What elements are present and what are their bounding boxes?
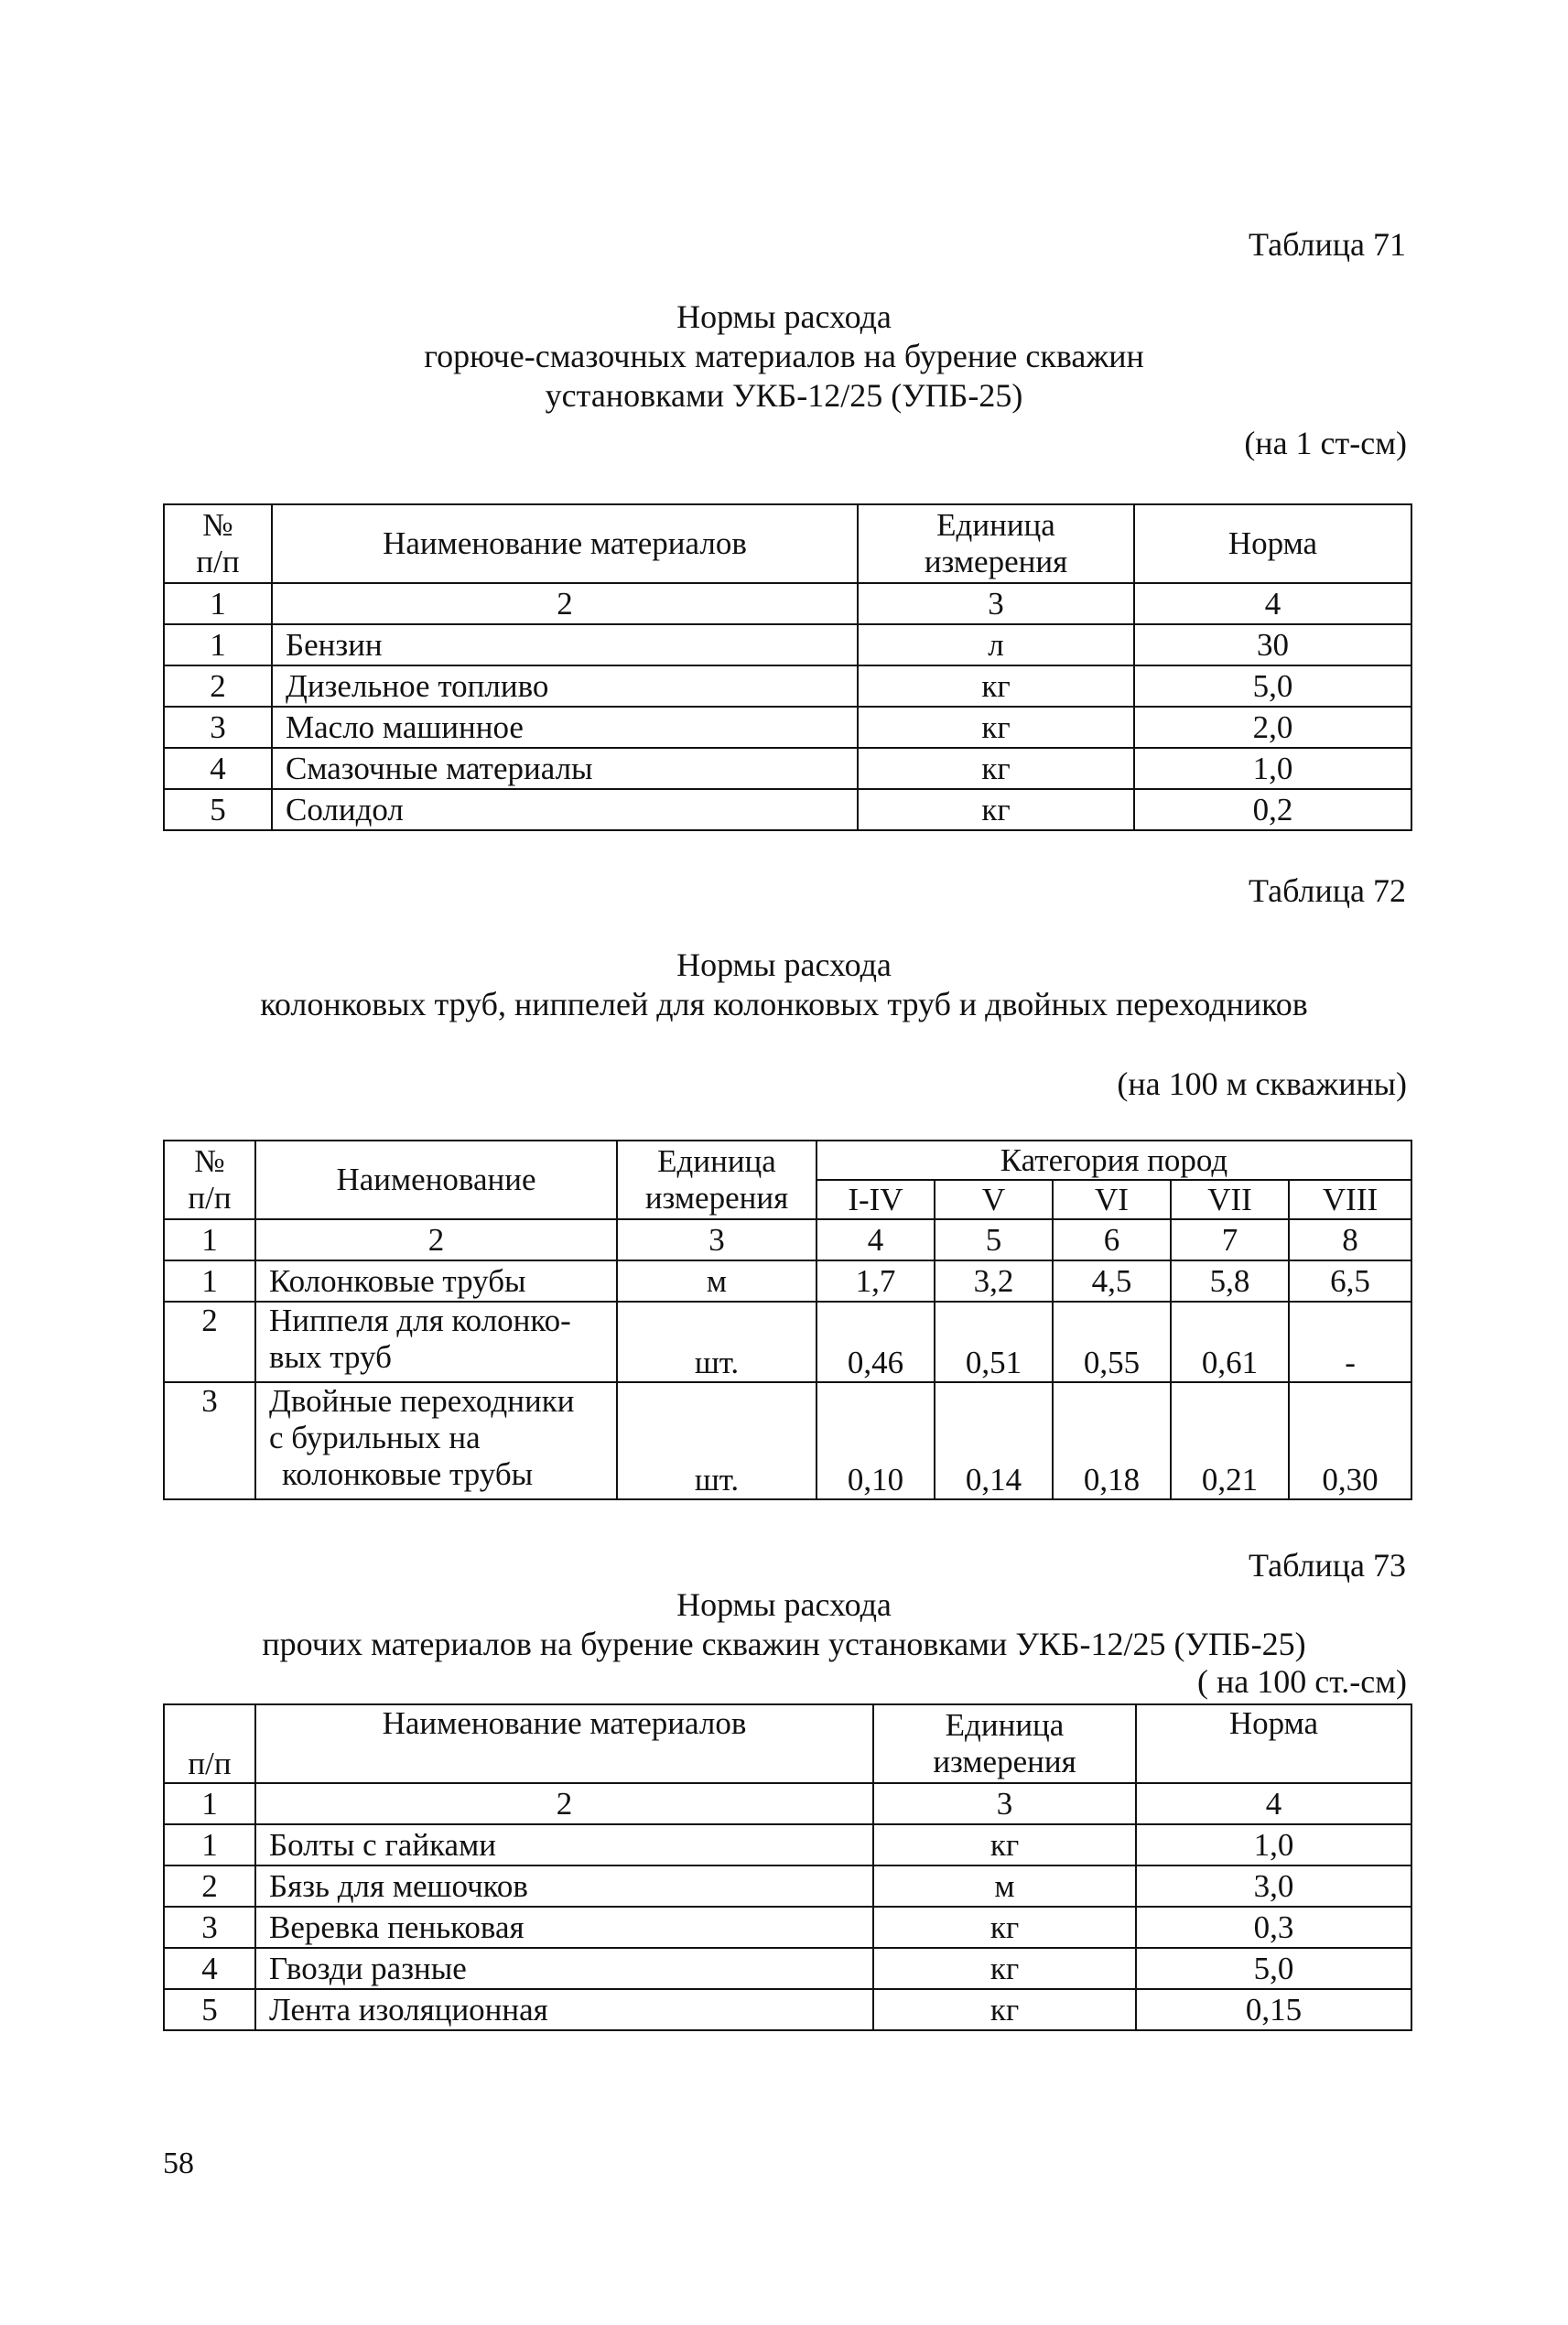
table73-label: Таблица 73 [1249,1547,1406,1584]
table-row [164,665,1411,707]
row-value: 3,2 [935,1260,1053,1302]
row-unit: л [858,624,1134,665]
table72-title [0,946,1568,1024]
colnum-cell: 3 [873,1783,1136,1824]
page-number: 58 [163,2147,194,2180]
row-no: 5 [164,1989,255,2030]
row-no: 1 [164,624,272,665]
row-norm: 0,15 [1136,1989,1411,2030]
row-value: 0,51 [935,1302,1053,1382]
row-value: 0,18 [1053,1382,1171,1499]
row-unit: шт. [617,1302,816,1382]
row-unit: кг [858,789,1134,830]
row-no: 2 [164,665,272,707]
header-name: Наименование материалов [255,1704,873,1783]
row-name: Солидол [272,789,858,830]
row-value: - [1289,1302,1411,1382]
table-row [164,1948,1411,1989]
row-no: 3 [164,1382,255,1499]
row-norm: 1,0 [1136,1824,1411,1865]
header-unit-line: Единица [945,1707,1065,1743]
table73 [163,1703,1412,2031]
colnum-cell: 8 [1289,1219,1411,1260]
table73-title-line: Нормы расхода [676,1586,892,1623]
row-name: Лента изоляционная [255,1989,873,2030]
row-name-line: с бурильных на [269,1420,481,1455]
header-no-line: п/п [196,544,240,579]
category-cell: I-IV [816,1180,935,1219]
table-row [164,1382,1411,1499]
row-value: 4,5 [1053,1260,1171,1302]
header-name: Наименование материалов [272,504,858,583]
category-cell: VII [1171,1180,1289,1219]
row-norm: 0,3 [1136,1907,1411,1948]
header-no-line: п/п [188,1180,232,1216]
row-no: 5 [164,789,272,830]
colnum-cell: 1 [164,1219,255,1260]
table71-title-line: установками УКБ-12/25 (УПБ-25) [545,377,1023,414]
row-value: 0,30 [1289,1382,1411,1499]
row-name: Гвозди разные [255,1948,873,1989]
colnum-cell: 2 [255,1783,873,1824]
table-row [164,1824,1411,1865]
row-value: 0,14 [935,1382,1053,1499]
header-unit [617,1141,816,1219]
header-unit-line: измерения [644,1180,789,1216]
row-name-line: Ниппеля для колонко- [269,1303,571,1338]
table-row [164,624,1411,665]
row-name [255,1382,617,1499]
row-no: 2 [164,1302,255,1382]
row-unit: м [873,1865,1136,1907]
header-no-line: № [202,507,233,543]
table73-title [0,1585,1568,1664]
row-no: 3 [164,1907,255,1948]
colnum-cell: 1 [164,1783,255,1824]
row-value: 0,61 [1171,1302,1289,1382]
colnum-cell: 4 [1134,583,1411,624]
header-category: Категория пород [816,1141,1411,1180]
row-no: 1 [164,1824,255,1865]
colnum-cell: 3 [858,583,1134,624]
header-unit-line: Единица [936,507,1055,543]
colnum-cell: 4 [816,1219,935,1260]
row-name [255,1302,617,1382]
table71-header-row [164,504,1411,583]
header-name: Наименование [255,1141,617,1219]
colnum-cell: 2 [272,583,858,624]
table71-title [0,297,1568,416]
row-unit: кг [873,1989,1136,2030]
row-no: 4 [164,1948,255,1989]
table71-title-line: Нормы расхода [676,298,892,335]
row-unit: кг [873,1824,1136,1865]
table73-colnum-row [164,1783,1411,1824]
colnum-cell: 7 [1171,1219,1289,1260]
row-unit: шт. [617,1382,816,1499]
header-norm: Норма [1134,504,1411,583]
row-name: Масло машинное [272,707,858,748]
category-cell: V [935,1180,1053,1219]
table-row [164,1907,1411,1948]
table73-header-row [164,1704,1411,1783]
table-row [164,1260,1411,1302]
table-row [164,1302,1411,1382]
table-row [164,748,1411,789]
row-name: Колонковые трубы [255,1260,617,1302]
table-row [164,789,1411,830]
row-value: 0,46 [816,1302,935,1382]
row-unit: м [617,1260,816,1302]
table71-unit-note: (на 1 ст-см) [1244,425,1407,461]
row-norm: 5,0 [1136,1948,1411,1989]
row-unit: кг [858,748,1134,789]
row-value: 0,21 [1171,1382,1289,1499]
table72-colnum-row [164,1219,1411,1260]
header-unit-line: Единица [657,1143,776,1179]
table71-colnum-row [164,583,1411,624]
row-unit: кг [858,707,1134,748]
row-value: 1,7 [816,1260,935,1302]
row-name-line: вых труб [269,1339,392,1375]
header-norm: Норма [1136,1704,1411,1783]
row-no: 4 [164,748,272,789]
row-value: 0,10 [816,1382,935,1499]
row-unit: кг [873,1948,1136,1989]
row-name: Смазочные материалы [272,748,858,789]
row-no: 2 [164,1865,255,1907]
colnum-cell: 3 [617,1219,816,1260]
colnum-cell: 2 [255,1219,617,1260]
row-name: Бязь для мешочков [255,1865,873,1907]
header-unit-line: измерения [933,1744,1076,1779]
table-row [164,1989,1411,2030]
header-no [164,504,272,583]
table72-header-row [164,1141,1411,1180]
row-name: Дизельное топливо [272,665,858,707]
header-unit [873,1704,1136,1783]
header-no-line: № [194,1143,225,1179]
category-cell: VI [1053,1180,1171,1219]
header-no [164,1141,255,1219]
row-unit: кг [858,665,1134,707]
row-norm: 2,0 [1134,707,1411,748]
row-no: 1 [164,1260,255,1302]
row-norm: 30 [1134,624,1411,665]
row-norm: 5,0 [1134,665,1411,707]
category-cell: VIII [1289,1180,1411,1219]
table71-title-line: горюче-смазочных материалов на бурение скважин [424,338,1144,374]
table72-title-line: Нормы расхода [676,946,892,983]
row-unit: кг [873,1907,1136,1948]
row-norm: 1,0 [1134,748,1411,789]
colnum-cell: 4 [1136,1783,1411,1824]
table72 [163,1140,1412,1500]
row-norm: 0,2 [1134,789,1411,830]
colnum-cell: 6 [1053,1219,1171,1260]
row-name: Веревка пеньковая [255,1907,873,1948]
table71 [163,503,1412,831]
row-name-line: Двойные переходники [269,1383,575,1419]
row-norm: 3,0 [1136,1865,1411,1907]
header-unit-line: измерения [924,544,1068,579]
colnum-cell: 1 [164,583,272,624]
table72-unit-note: (на 100 м скважины) [1117,1065,1407,1102]
row-value: 0,55 [1053,1302,1171,1382]
table73-unit-note: ( на 100 ст.-см) [1197,1663,1407,1700]
row-value: 5,8 [1171,1260,1289,1302]
row-name: Болты с гайками [255,1824,873,1865]
header-unit [858,504,1134,583]
table72-title-line: колонковых труб, ниппелей для колонковых труб и двойных переходников [260,986,1308,1022]
table-row [164,1865,1411,1907]
row-name: Бензин [272,624,858,665]
colnum-cell: 5 [935,1219,1053,1260]
header-no: п/п [164,1704,255,1783]
table71-label: Таблица 71 [1249,226,1406,263]
table72-label: Таблица 72 [1249,872,1406,909]
row-name-line: колонковые трубы [282,1456,534,1492]
row-no: 3 [164,707,272,748]
table73-title-line: прочих материалов на бурение скважин установками УКБ-12/25 (УПБ-25) [262,1626,1306,1662]
row-value: 6,5 [1289,1260,1411,1302]
table-row [164,707,1411,748]
